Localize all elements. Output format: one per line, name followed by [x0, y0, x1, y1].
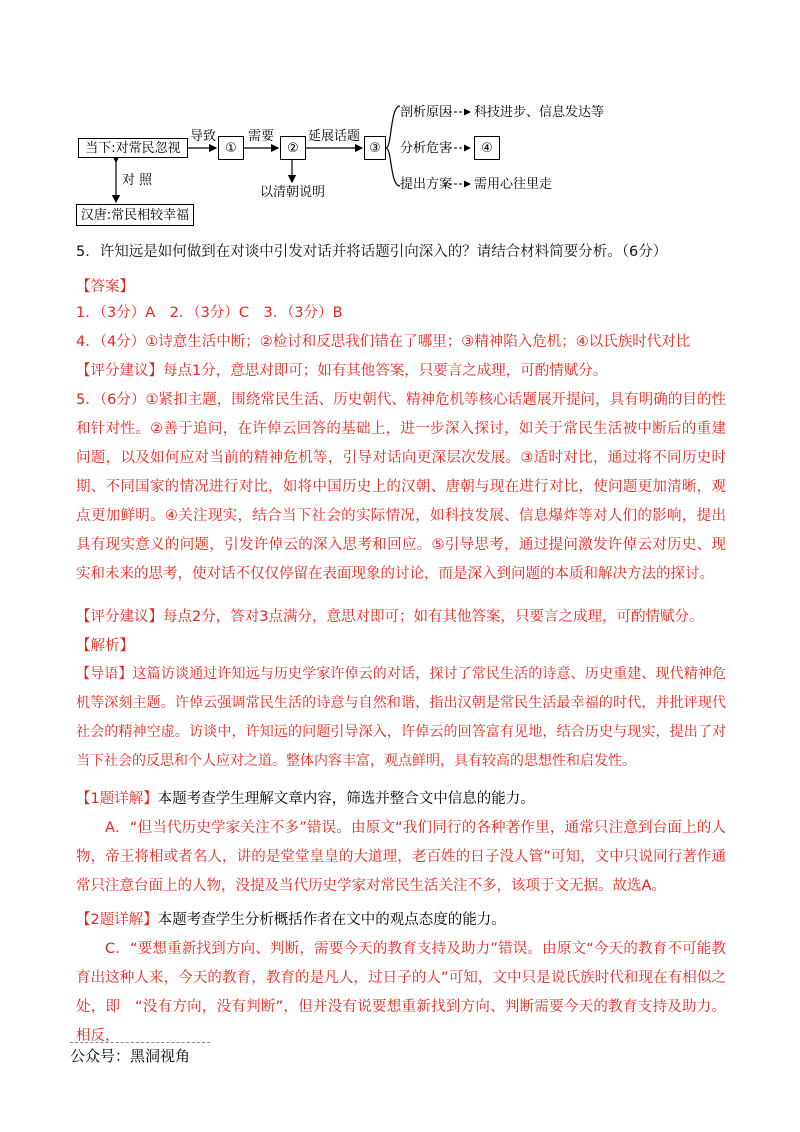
box-han: 汉唐:常民相较幸福	[76, 204, 194, 226]
scoring-text: 每点1分，意思对即可；如有其他答案，只要言之成理，可酌情赋分。	[163, 363, 608, 379]
q2-text: 本题考查学生分析概括作者在文中的观点态度的能力。	[157, 912, 506, 928]
label-lead: 导致	[190, 129, 217, 144]
label-qing: 以清朝说明	[260, 185, 326, 200]
answer-5: 5．（6分）①紧扣主题，围绕常民生活、历史朝代、精神危机等核心话题展开提问，具有明确的目的性和针对性。②善于追问，在许倬云回答的基础上，进一步深入探讨，如关于常民生活被中断后的重建问题，以及如何应对当前的精神危机等，引导对话向更深层次发展。③适时对比，通过将不同历史时期、不同国家的情况进行对比，如将中国历史上的汉朝、唐朝与现在进行对比，使问题更加清晰，观点更加鲜明。④关注现实，结合当下社会的实际情况，如科技发展、信息爆炸等对人们的影响，提出具有现实意义的问题，引发许倬云的深入思考和回应。⑤引导思考，通过提问激发许倬云对历史、现实和未来的思考，使对话不仅仅停留在表面现象的讨论，而是深入到问题的本质和解决方法的探讨。	[76, 392, 726, 582]
box-circle-1: ①	[218, 136, 244, 160]
concept-diagram	[60, 88, 700, 238]
scoring-text-2: 每点2分，答对3点满分，意思对即可；如有其他答案，只要言之成理，可酌情赋分。	[163, 609, 704, 625]
q2-tag: 【2题详解】	[76, 912, 158, 928]
footer-watermark: 公众号：黑洞视角	[70, 1042, 210, 1066]
label-compare: 对 照	[122, 173, 153, 188]
label-branch2-from: 分析危害	[400, 141, 453, 156]
label-branch3-to: 需用心往里走	[474, 177, 553, 192]
guide-tag: 【导语】	[76, 666, 133, 682]
q1-explanation: A．“但当代历史学家关注不多”错误。由原文“我们同行的各种著作里，通常只注意到台面上的人物，帝王将相或者名人，讲的是堂堂皇皇的大道理，老百姓的日子没人管”可知，文中只说同行著作通常只注意台面上的人物，没提及当代历史学家对常民生活关注不多，该项于文无据。故选A。	[76, 820, 726, 894]
answer-4: 4．（4分）①诗意生活中断；②检讨和反思我们错在了哪里；③精神陷入危机；④以氏族时代对比	[76, 334, 691, 350]
q2-explanation: C．“要想重新找到方向、判断，需要今天的教育支持及助力”错误。由原文“今天的教育不可能教育出这种人来，今天的教育，教育的是凡人，过日子的人”可知，文中只是说氏族时代和现在有相似之处，即 “没有方向，没有判断”，但并没有说要想重新找到方向、判断需要今天的教育支持及助力。相反，	[76, 941, 726, 1044]
answer-header: 【答案】	[76, 279, 134, 295]
box-circle-2: ②	[280, 136, 306, 160]
label-branch1-from: 剖析原因	[400, 105, 453, 120]
q2-detail	[76, 913, 726, 928]
scoring-suggestion-2	[76, 610, 726, 625]
box-circle-3: ③	[364, 136, 386, 160]
box-now: 当下:对常民忽视	[78, 138, 188, 158]
q1-text: 本题考查学生理解文章内容，筛选并整合文中信息的能力。	[157, 791, 535, 807]
box-circle-4: ④	[474, 136, 500, 160]
q1-tag: 【1题详解】	[76, 791, 158, 807]
analysis-header: 【解析】	[76, 638, 134, 654]
label-branch1-to: 科技进步、信息发达等	[474, 105, 605, 120]
label-branch3-from: 提出方案	[400, 177, 453, 192]
label-extend: 延展话题	[308, 129, 361, 144]
label-need: 需要	[248, 129, 275, 144]
question-5: 5．许知远是如何做到在对谈中引发对话并将话题引向深入的？请结合材料简要分析。（6分）	[76, 244, 668, 260]
scoring-tag-2: 【评分建议】	[76, 609, 163, 625]
guide-text: 这篇访谈通过许知远与历史学家许倬云的对话，探讨了常民生活的诗意、历史重建、现代精神危机等深刻主题。许倬云强调常民生活的诗意与自然和谐，指出汉朝是常民生活最幸福的时代，并批评现代社会的精神空虚。访谈中，许知远的问题引导深入，许倬云的回答富有见地，结合历史与现实，提出了对当下社会的反思和个人应对之道。整体内容丰富，观点鲜明，具有较高的思想性和启发性。	[76, 666, 727, 769]
guide-paragraph	[76, 660, 726, 776]
q1-detail	[76, 792, 726, 807]
answer-1-3: 1．（3分）A 2．（3分）C 3．（3分）B	[76, 305, 343, 321]
scoring-suggestion-1	[76, 364, 726, 379]
scoring-tag: 【评分建议】	[76, 363, 163, 379]
